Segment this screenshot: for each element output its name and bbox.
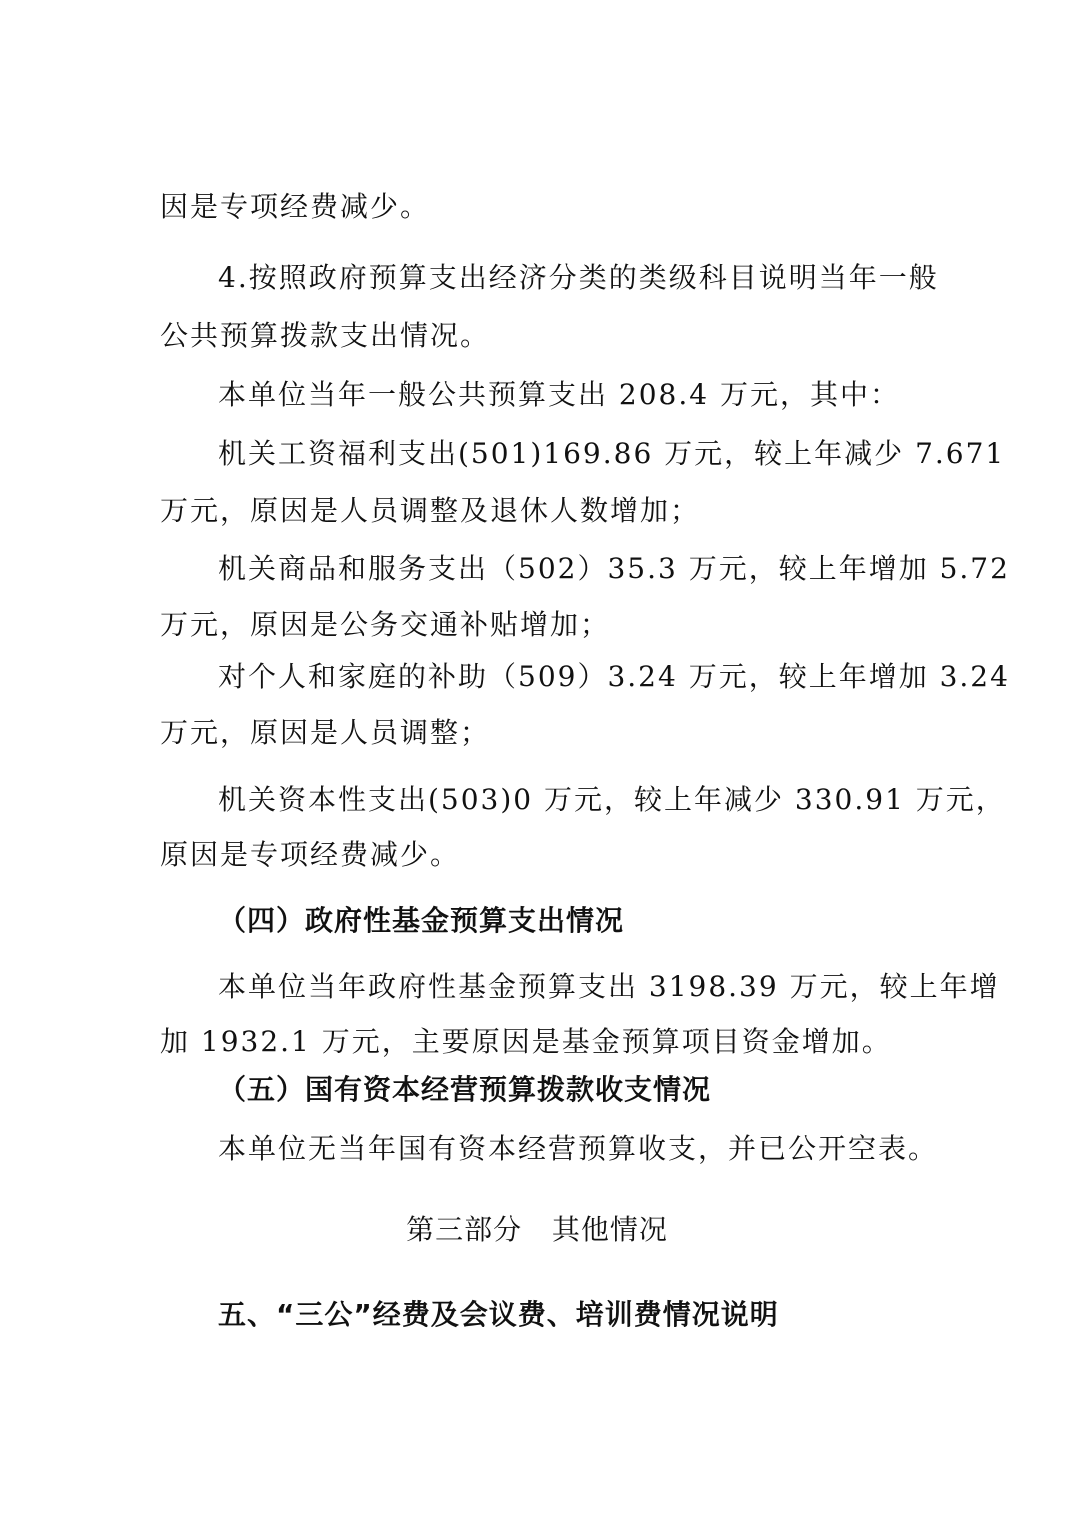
paragraph-line: 本单位当年政府性基金预算支出 3198.39 万元，较上年增 xyxy=(218,970,1000,1003)
paragraph-line: 因是专项经费减少。 xyxy=(160,190,431,223)
paragraph-line: 万元，原因是人员调整； xyxy=(160,716,491,749)
paragraph-line: 万元，原因是公务交通补贴增加； xyxy=(160,608,611,641)
part-title: 第三部分 其他情况 xyxy=(406,1213,668,1246)
paragraph-line: 本单位无当年国有资本经营预算收支，并已公开空表。 xyxy=(218,1132,939,1165)
paragraph-line: 万元，原因是人员调整及退休人数增加； xyxy=(160,494,701,527)
paragraph-line: 机关资本性支出(503)0 万元，较上年减少 330.91 万元， xyxy=(218,783,1006,816)
chapter-heading: 五、“三公”经费及会议费、培训费情况说明 xyxy=(218,1298,779,1331)
paragraph-line: 4.按照政府预算支出经济分类的类级科目说明当年一般 xyxy=(218,261,939,294)
paragraph-line: 机关商品和服务支出（502）35.3 万元，较上年增加 5.72 xyxy=(218,552,1010,585)
paragraph-line: 加 1932.1 万元，主要原因是基金预算项目资金增加。 xyxy=(160,1025,892,1058)
paragraph-line: 对个人和家庭的补助（509）3.24 万元，较上年增加 3.24 xyxy=(218,660,1010,693)
section-heading: （四）政府性基金预算支出情况 xyxy=(218,904,625,937)
section-heading: （五）国有资本经营预算拨款收支情况 xyxy=(218,1073,712,1106)
paragraph-line: 机关工资福利支出(501)169.86 万元，较上年减少 7.671 xyxy=(218,437,1006,470)
paragraph-line: 公共预算拨款支出情况。 xyxy=(160,319,491,352)
paragraph-line: 原因是专项经费减少。 xyxy=(160,838,461,871)
paragraph-line: 本单位当年一般公共预算支出 208.4 万元，其中： xyxy=(218,378,900,411)
